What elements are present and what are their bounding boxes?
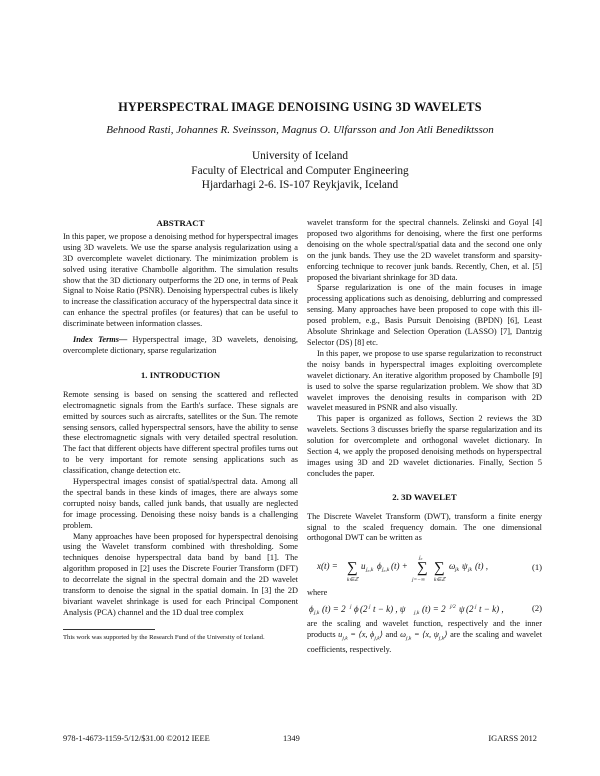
- svg-text:t − k) ,: t − k) ,: [479, 604, 504, 615]
- wavelet-heading: 2. 3D WAVELET: [392, 491, 457, 502]
- footer-isbn: 978-1-4673-1159-5/12/$31.00 ©2012 IEEE: [63, 734, 210, 743]
- svg-text:j₀,k: j₀,k: [382, 567, 390, 574]
- svg-text:u: u: [361, 561, 366, 572]
- index-terms-text: Hyperspectral image, 3D wavelets, denoising, overcomplete dictionary, sparse regularization: [63, 335, 299, 355]
- svg-text:(t) ,: (t) ,: [475, 561, 488, 572]
- intro-heading: 1. INTRODUCTION: [140, 369, 221, 380]
- svg-text:j: j: [475, 604, 477, 611]
- equation-1-number: (1): [531, 562, 542, 573]
- affiliation-faculty: Faculty of Electrical and Computer Engineering: [191, 165, 409, 177]
- svg-text:ϕ: ϕ: [354, 604, 359, 615]
- svg-text:j,k: j,k: [414, 610, 420, 617]
- intro-paragraph-1: Remote sensing is based on sensing the scattered and reflected electromagnetic signals from the Earth's surface. These signals are emitted by sources such as aircrafts, satellites or the Sun. The remote sensing sensors, called hyperspectral sensors, have the ability to sense these electromagnetic signals with very detailed spectral resolution. The fact that different objects have different spectral profiles turns out to be very important for remote sensing applications such as classification, change detection etc.: [63, 389, 298, 476]
- svg-text:j=−∞: j=−∞: [412, 577, 425, 584]
- where-text: where: [307, 588, 328, 598]
- abstract-heading: ABSTRACT: [156, 218, 205, 228]
- equation-1: [307, 550, 542, 584]
- abstract-text: In this paper, we propose a denoising method for hyperspectral images using 3D wavelets. We use the sparse analysis regularization using a 3D overcomplete wavelet dictionary. The minimization problem is solved using iterative Chambolle algorithm. The simulation results show that the 3D dictionary outperforms the 2D one, in terms of Peak Signal to Noise Ratio (PSNR). Denoising hyperspectral cubes is likely to increase the classification accuracy of the hyperspectral data since it can enhance the spectral profiles (or features) that can be useful to discriminate between information classes.: [63, 231, 298, 329]
- svg-text:j,k: j,k: [314, 610, 320, 617]
- index-terms-label: Index Terms—: [73, 335, 128, 345]
- svg-text:(t) = 2: (t) = 2: [322, 604, 346, 615]
- svg-text:k∈ℤ: k∈ℤ: [434, 577, 446, 584]
- svg-text:∑: ∑: [434, 560, 445, 577]
- inner-products-tail: are the scaling and wavelet coefficients, respectively.: [307, 630, 543, 654]
- svg-text:ϕ: ϕ: [377, 561, 382, 572]
- footer-page-number: 1349: [283, 734, 300, 743]
- intro-paragraph-2: Hyperspectral images consist of spatial/spectral data. Among all the spectral bands in these kinds of images, there are always some corrupted noisy bands, called junk bands, that usually are neglected for image processing. Denoising these noisy bands is a challenging problem.: [63, 477, 298, 530]
- inner-products-text: are the scaling and wavelet function, respectively and the inner products $u_{j,k}$ = ⟨x, $\phi_{j,k}⟩$ and $\omega_{j,k}$ = ⟨x, $\psi_{j,k}⟩$ are the scaling and wavelet coefficients, respectively.: [307, 619, 543, 654]
- svg-text:∑: ∑: [347, 560, 358, 577]
- index-terms: [63, 335, 298, 357]
- wavelet-paragraph: The Discrete Wavelet Transform (DWT), transform a finite energy signal to the scaled frequency domain. The one dimensional orthogonal DWT can be written as: [307, 511, 542, 543]
- svg-text:(t) +: (t) +: [391, 561, 408, 572]
- svg-text:jk: jk: [455, 567, 459, 574]
- right-column: [307, 218, 542, 656]
- affiliation-address: Hjardarhagi 2-6. IS-107 Reykjavik, Iceland: [201, 179, 399, 191]
- svg-text:ψ: ψ: [459, 604, 465, 615]
- affiliation-university: University of Iceland: [252, 150, 348, 162]
- svg-text:(2: (2: [466, 604, 474, 615]
- left-column: [63, 218, 298, 638]
- equation-2-graphic: [307, 599, 522, 619]
- equation-2: [307, 599, 542, 619]
- svg-text:j: j: [369, 604, 371, 611]
- svg-text:j: j: [350, 604, 352, 611]
- right-paragraph-2: In this paper, we propose to use sparse regularization to reconstruct the noisy bands in hyperspectral images exploiting overcomplete wavelet dictionary. An iterative algorithm proposed by Chambolle [9] is used to solve the sparse regularization problem. We show that 3D wavelet improves the denoising results in comparison with 2D wavelet measured in PSNR and also visually.: [307, 348, 542, 413]
- right-paragraph-3: This paper is organized as follows, Section 2 reviews the 3D wavelets. Sections 3 discusses briefly the sparse regularization and its solution for overcomplete and orthogonal wavelet dictionary. In Section 4, we apply the proposed denoising methods on hyperspectral images using 3D and 2D wavelet dictionaries. Finally, Section 5 concludes the paper.: [307, 414, 542, 478]
- inner-products-lead: are the scaling and wavelet function, respectively and the inner products: [307, 619, 542, 640]
- svg-text:∑: ∑: [417, 560, 428, 577]
- footnote: This work was supported by the Research Fund of the University of Iceland.: [63, 634, 265, 641]
- footer-conference: IGARSS 2012: [488, 734, 537, 743]
- svg-text:ω: ω: [449, 561, 456, 572]
- svg-text:(t) = 2: (t) = 2: [422, 604, 446, 615]
- svg-text:ψ: ψ: [462, 561, 468, 572]
- svg-text:jk: jk: [468, 567, 472, 574]
- equation-2-number: (2): [531, 603, 542, 614]
- svg-text:j₀: j₀: [419, 555, 423, 562]
- svg-text:j/2: j/2: [450, 604, 456, 611]
- equation-1-graphic: [311, 550, 511, 584]
- right-paragraph-0: wavelet transform for the spectral channels. Zelinski and Goyal [4] proposed two algorithms for denoising, where the first one performs denoising on the whole spectral/spatial data and the second one only on the junk bands. They use the 2D wavelet transform and sparsity-enforcing technique to recover junk bands. Recently, Chen, et al. [5] proposed the bivariant shrinkage for 3D data.: [307, 218, 542, 282]
- footnote-rule: [63, 629, 155, 630]
- svg-text:j₀,k: j₀,k: [366, 567, 374, 574]
- svg-text:t − k) , ψ: t − k) , ψ: [373, 604, 406, 615]
- svg-text:(2: (2: [360, 604, 368, 615]
- svg-text:ϕ: ϕ: [309, 604, 314, 615]
- intro-paragraph-3: Many approaches have been proposed for hyperspectral denoising using the Wavelet transform combined with thresholding. Some techniques denoise hyperspectral data band by band [1]. The algorithm proposed in [2] uses the Discrete Fourier Transform (DFT) to decorrelate the signal in the spectral domain and the 2D wavelet transform to denoise the signal in the spatial domain. In [3] the 2D bivariant wavelet shrinkage is used for each Principal Component Analysis (PCA) channel and the 1D dual tree complex: [63, 531, 298, 617]
- svg-text:x(t) =: x(t) =: [317, 561, 338, 572]
- right-paragraph-1: Sparse regularization is one of the main focuses in image processing applications such as denoising, deblurring and compressed sensing. Many approaches have been proposed to cope with this ill-posed problem, e.g., Basis Pursuit Denoising (BPDN) [6], Least Absolute Shrinkage and Selection Operation (LASSO) [7], Dantzig Selector (DS) [8] etc.: [307, 283, 542, 347]
- paper-title: HYPERSPECTRAL IMAGE DENOISING USING 3D WAVELETS: [118, 100, 482, 114]
- authors: Behnood Rasti, Johannes R. Sveinsson, Magnus O. Ulfarsson and Jon Atli Benediktsson: [106, 124, 494, 136]
- svg-text:k∈ℤ: k∈ℤ: [347, 577, 359, 584]
